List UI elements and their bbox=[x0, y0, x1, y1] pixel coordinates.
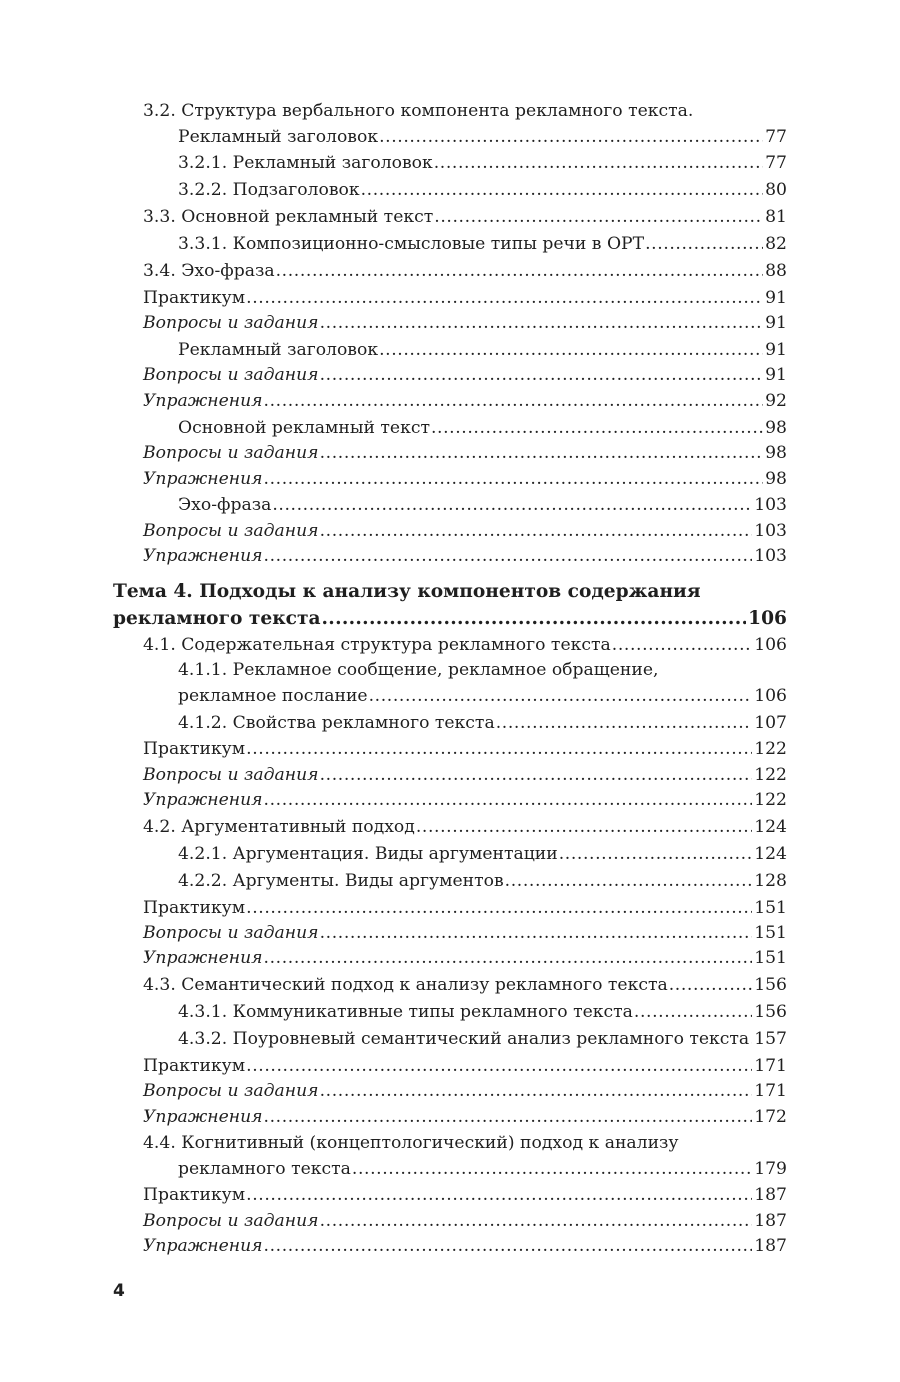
toc-4-1-1-title-line1: 4.1.1. Рекламное сообщение, рекламное обращение, bbox=[178, 660, 659, 680]
toc-page: 98 bbox=[765, 443, 787, 463]
toc-entry-echo bbox=[178, 497, 787, 514]
toc-page: 151 bbox=[754, 898, 787, 918]
toc-title: Вопросы и задания bbox=[143, 1211, 319, 1231]
toc-page: 98 bbox=[765, 418, 787, 438]
dot-leader bbox=[379, 342, 763, 359]
toc-entry-4-2-1 bbox=[178, 846, 787, 863]
toc-entry-4-3 bbox=[143, 977, 787, 994]
dot-leader bbox=[352, 1161, 752, 1178]
toc-page: 187 bbox=[754, 1236, 787, 1256]
toc-title: 3.2.1. Рекламный заголовок bbox=[178, 153, 433, 173]
toc-page: 187 bbox=[754, 1211, 787, 1231]
toc-title: Вопросы и задания bbox=[143, 765, 319, 785]
dot-leader bbox=[320, 1213, 753, 1230]
toc-page: 106 bbox=[754, 635, 787, 655]
toc-topic-4 bbox=[113, 610, 787, 629]
dot-leader bbox=[320, 925, 753, 942]
toc-topic-4-line1: Тема 4. Подходы к анализу компонентов содержания bbox=[113, 581, 701, 602]
toc-entry-questions bbox=[143, 523, 787, 540]
toc-title: 4.3. Семантический подход к анализу рекламного текста bbox=[143, 975, 668, 995]
toc-page: 103 bbox=[754, 546, 787, 566]
toc-title: 3.4. Эхо-фраза bbox=[143, 261, 275, 281]
dot-leader bbox=[431, 420, 763, 437]
toc-title: Упражнения bbox=[143, 546, 263, 566]
dot-leader bbox=[272, 497, 752, 514]
toc-entry-practicum bbox=[143, 900, 787, 917]
toc-page: 156 bbox=[754, 1002, 787, 1022]
toc-entry-3-2-2 bbox=[178, 182, 787, 199]
toc-entry-questions bbox=[143, 445, 787, 462]
toc-page: 82 bbox=[765, 234, 787, 254]
toc-entry-exercises bbox=[143, 1238, 787, 1255]
toc-title: 4.3.1. Коммуникативные типы рекламного текста bbox=[178, 1002, 633, 1022]
dot-leader bbox=[369, 688, 753, 705]
toc-title: Практикум bbox=[143, 898, 246, 918]
toc-entry-3-3 bbox=[143, 209, 787, 226]
dot-leader bbox=[559, 846, 752, 863]
toc-title: Вопросы и задания bbox=[143, 1081, 319, 1101]
toc-page: 91 bbox=[765, 365, 787, 385]
toc-entry-exercises bbox=[143, 950, 787, 967]
dot-leader bbox=[264, 471, 764, 488]
toc-entry-questions bbox=[143, 315, 787, 332]
toc-page: 122 bbox=[754, 790, 787, 810]
toc-entry-exercises bbox=[143, 792, 787, 809]
toc-title: Рекламный заголовок bbox=[178, 340, 379, 360]
toc-3-2-title-line1: 3.2. Структура вербального компонента рекламного текста. bbox=[143, 101, 694, 121]
toc-title: Вопросы и задания bbox=[143, 443, 319, 463]
dot-leader bbox=[750, 1031, 752, 1048]
toc-entry-practicum bbox=[143, 1058, 787, 1075]
dot-leader bbox=[264, 1109, 753, 1126]
toc-page: 92 bbox=[765, 391, 787, 411]
toc-title: 4.1. Содержательная структура рекламного текста bbox=[143, 635, 611, 655]
toc-page: 91 bbox=[765, 313, 787, 333]
dot-leader bbox=[320, 315, 764, 332]
toc-page: 151 bbox=[754, 948, 787, 968]
toc-entry-4-1-1 bbox=[178, 688, 787, 705]
toc-entry-3-2-1 bbox=[178, 155, 787, 172]
dot-leader bbox=[361, 182, 764, 199]
toc-title: Эхо-фраза bbox=[178, 495, 272, 515]
dot-leader bbox=[379, 129, 763, 146]
dot-leader bbox=[246, 1058, 752, 1075]
toc-entry-3-2 bbox=[178, 129, 787, 146]
dot-leader bbox=[416, 819, 752, 836]
toc-page: 122 bbox=[754, 739, 787, 759]
toc-page: 77 bbox=[765, 153, 787, 173]
toc-entry-4-3-2 bbox=[178, 1031, 787, 1048]
toc-title: Практикум bbox=[143, 739, 246, 759]
page-number: 4 bbox=[113, 1281, 125, 1301]
toc-title: 4.1.2. Свойства рекламного текста bbox=[178, 713, 495, 733]
toc-entry-3-3-1 bbox=[178, 236, 787, 253]
toc-page: 156 bbox=[754, 975, 787, 995]
toc-entry-exercises bbox=[143, 1109, 787, 1126]
dot-leader bbox=[264, 393, 764, 410]
toc-title: Практикум bbox=[143, 1056, 246, 1076]
toc-title: Вопросы и задания bbox=[143, 923, 319, 943]
toc-entry-questions bbox=[143, 767, 787, 784]
dot-leader bbox=[276, 263, 764, 280]
toc-page: 103 bbox=[754, 495, 787, 515]
dot-leader bbox=[634, 1004, 752, 1021]
toc-entry-4-1-2 bbox=[178, 715, 787, 732]
toc-entry-main-text bbox=[178, 420, 787, 437]
toc-page: 171 bbox=[754, 1081, 787, 1101]
toc-page: 103 bbox=[754, 521, 787, 541]
toc-title: Вопросы и задания bbox=[143, 365, 319, 385]
dot-leader bbox=[434, 209, 763, 226]
dot-leader bbox=[264, 950, 753, 967]
dot-leader bbox=[246, 290, 763, 307]
dot-leader bbox=[320, 767, 753, 784]
toc-title: рекламное послание bbox=[178, 686, 368, 706]
dot-leader bbox=[246, 900, 752, 917]
dot-leader bbox=[669, 977, 752, 994]
toc-entry-4-2 bbox=[143, 819, 787, 836]
toc-entry-headline bbox=[178, 342, 787, 359]
toc-title: Вопросы и задания bbox=[143, 521, 319, 541]
toc-entry-exercises bbox=[143, 393, 787, 410]
toc-title: Упражнения bbox=[143, 1107, 263, 1127]
dot-leader bbox=[434, 155, 763, 172]
toc-title: Рекламный заголовок bbox=[178, 127, 379, 147]
toc-title: 3.2.2. Подзаголовок bbox=[178, 180, 360, 200]
toc-entry-questions bbox=[143, 367, 787, 384]
toc-page: 151 bbox=[754, 923, 787, 943]
toc-title: Упражнения bbox=[143, 948, 263, 968]
toc-entry-3-4 bbox=[143, 263, 787, 280]
toc-page: 91 bbox=[765, 288, 787, 308]
toc-title: 4.2.2. Аргументы. Виды аргументов bbox=[178, 871, 504, 891]
toc-title: 4.3.2. Поуровневый семантический анализ рекламного текста bbox=[178, 1029, 750, 1049]
toc-page: 124 bbox=[754, 817, 787, 837]
toc-title: Вопросы и задания bbox=[143, 313, 319, 333]
dot-leader bbox=[320, 445, 764, 462]
toc-title: 4.2.1. Аргументация. Виды аргументации bbox=[178, 844, 558, 864]
dot-leader bbox=[264, 548, 753, 565]
toc-entry-exercises bbox=[143, 471, 787, 488]
toc-entry-questions bbox=[143, 925, 787, 942]
toc-page: 172 bbox=[754, 1107, 787, 1127]
toc-title: 3.3. Основной рекламный текст bbox=[143, 207, 434, 227]
toc-entry-questions bbox=[143, 1213, 787, 1230]
toc-title: Практикум bbox=[143, 288, 246, 308]
toc-page: 106 bbox=[748, 608, 787, 629]
toc-title: 3.3.1. Композиционно-смысловые типы речи в ОРТ bbox=[178, 234, 645, 254]
dot-leader bbox=[246, 1187, 752, 1204]
toc-4-4-title-line1: 4.4. Когнитивный (концептологический) подход к анализу bbox=[143, 1133, 679, 1153]
toc-title: Упражнения bbox=[143, 469, 263, 489]
toc-page: 91 bbox=[765, 340, 787, 360]
toc-entry-4-3-1 bbox=[178, 1004, 787, 1021]
toc-page: 80 bbox=[765, 180, 787, 200]
toc-page: 98 bbox=[765, 469, 787, 489]
toc-entry-practicum bbox=[143, 290, 787, 307]
dot-leader bbox=[322, 610, 747, 629]
toc-title: Практикум bbox=[143, 1185, 246, 1205]
dot-leader bbox=[320, 523, 753, 540]
toc-page: 107 bbox=[754, 713, 787, 733]
toc-entry-questions bbox=[143, 1083, 787, 1100]
dot-leader bbox=[496, 715, 753, 732]
dot-leader bbox=[246, 741, 752, 758]
toc-title: Упражнения bbox=[143, 391, 263, 411]
toc-title: Упражнения bbox=[143, 790, 263, 810]
toc-page: 128 bbox=[754, 871, 787, 891]
toc-entry-practicum bbox=[143, 1187, 787, 1204]
toc-title: рекламного текста bbox=[113, 608, 321, 629]
dot-leader bbox=[264, 1238, 753, 1255]
toc-entry-4-4 bbox=[178, 1161, 787, 1178]
dot-leader bbox=[612, 637, 752, 654]
toc-page: 81 bbox=[765, 207, 787, 227]
toc-page: 124 bbox=[754, 844, 787, 864]
toc-title: 4.2. Аргументативный подход bbox=[143, 817, 415, 837]
toc-page: 179 bbox=[754, 1159, 787, 1179]
dot-leader bbox=[645, 236, 763, 253]
toc-page: 122 bbox=[754, 765, 787, 785]
toc-page: 187 bbox=[754, 1185, 787, 1205]
toc-page: 77 bbox=[765, 127, 787, 147]
toc-title: Основной рекламный текст bbox=[178, 418, 430, 438]
dot-leader bbox=[264, 792, 753, 809]
dot-leader bbox=[320, 1083, 753, 1100]
toc-title: Упражнения bbox=[143, 1236, 263, 1256]
toc-entry-4-2-2 bbox=[178, 873, 787, 890]
toc-page: 106 bbox=[754, 686, 787, 706]
toc-entry-exercises bbox=[143, 548, 787, 565]
toc-page: 88 bbox=[765, 261, 787, 281]
dot-leader bbox=[505, 873, 753, 890]
toc-entry-4-1 bbox=[143, 637, 787, 654]
toc-entry-practicum bbox=[143, 741, 787, 758]
toc-title: рекламного текста bbox=[178, 1159, 351, 1179]
dot-leader bbox=[320, 367, 764, 384]
toc-page: 171 bbox=[754, 1056, 787, 1076]
toc-page: 157 bbox=[754, 1029, 787, 1049]
